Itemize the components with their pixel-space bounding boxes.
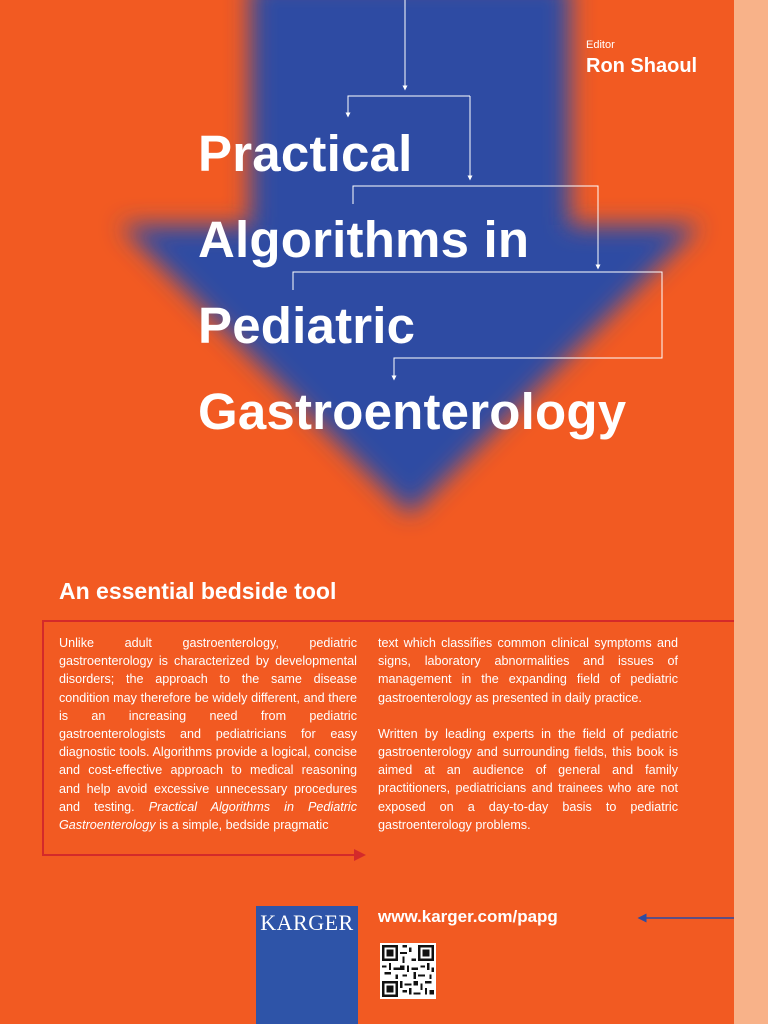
description-column-1 bbox=[59, 634, 357, 834]
description-book-title: Practical Algorithms in Pediatric Gastroenterology bbox=[59, 799, 358, 833]
title-line-2: Algorithms in bbox=[198, 211, 530, 268]
description-paragraph-1: text which classifies common clinical symptoms and signs, laboratory abnormalities and issues of management in the expanding field of pediatric gastroenterology as presented in daily practice. bbox=[378, 636, 678, 705]
description-text-tail: is a simple, bedside pragmatic bbox=[155, 818, 329, 833]
description-paragraph-2: Written by leading experts in the field of pediatric gastroenterology and surrounding fields, this book is aimed at an audience of general and family practitioners, pediatricians and trainees who are not exposed on a day-to-day basis to pediatric gastroenterology problems. bbox=[378, 726, 678, 832]
spine-stripe bbox=[734, 0, 768, 1024]
description-column-2 bbox=[378, 634, 678, 834]
publisher-url-link[interactable]: www.karger.com/papg bbox=[378, 907, 558, 926]
editor-name: Ron Shaoul bbox=[586, 55, 698, 77]
title-line-1: Practical bbox=[198, 125, 413, 182]
publisher-name: KARGER bbox=[260, 910, 354, 935]
qr-code-icon bbox=[380, 943, 436, 999]
publisher-logo bbox=[256, 906, 358, 1024]
description-text: Unlike adult gastroenterology, pediatric gastroenterology is characterized by developmental disorders; the approach to the same disease condition may therefore be widely different, and there is an increasing need from pediatric gastroenterologists and pediatricians for easy diagnostic tools. Algorithms provide a logical, concise and cost-effective approach to medical reasoning and help avoid excessive unnecessary procedures and testing. bbox=[59, 636, 357, 814]
tagline: An essential bedside tool bbox=[59, 578, 337, 604]
title-line-4: Gastroenterology bbox=[198, 383, 627, 440]
editor-label: Editor bbox=[586, 39, 615, 51]
book-title bbox=[198, 111, 718, 455]
title-line-3: Pediatric bbox=[198, 297, 416, 354]
